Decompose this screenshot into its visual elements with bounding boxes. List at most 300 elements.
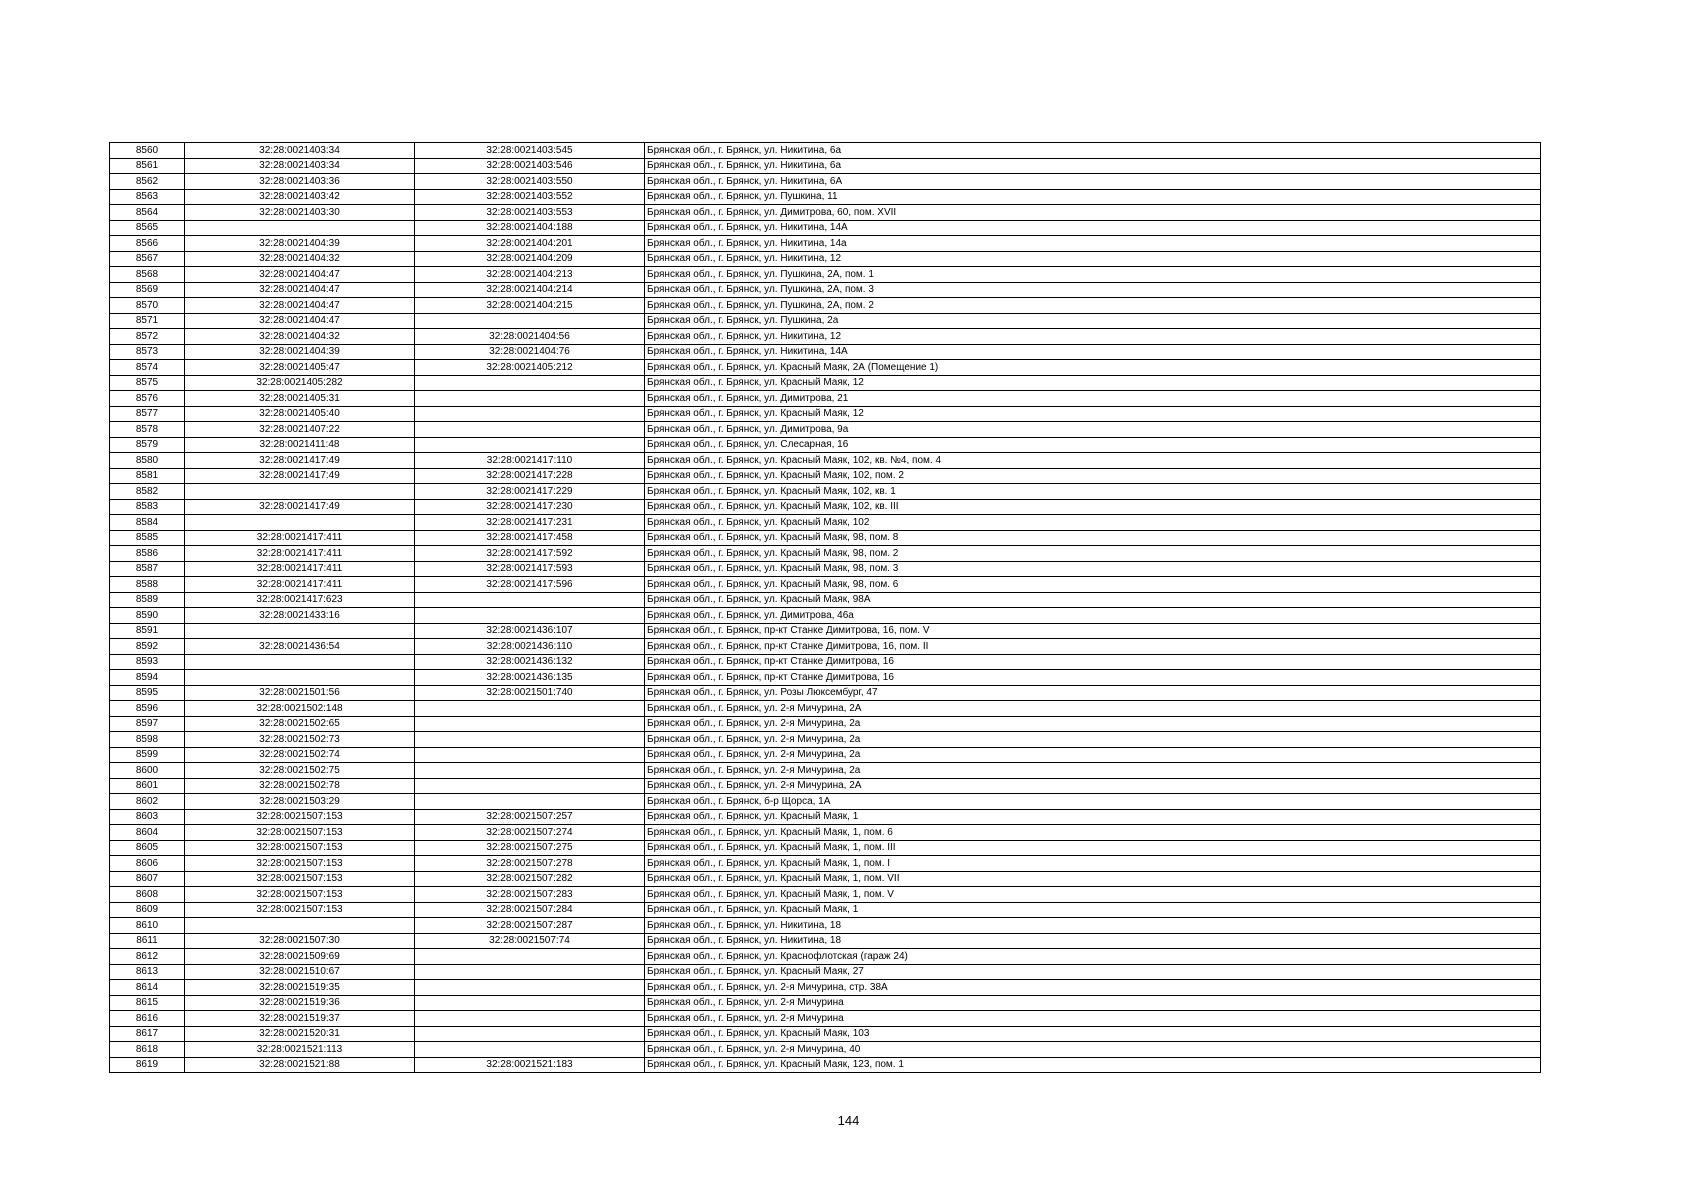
address-cell: Брянская обл., г. Брянск, ул. Никитина, 6А [645,174,1541,190]
address-cell: Брянская обл., г. Брянск, ул. Пушкина, 2А, пом. 3 [645,282,1541,298]
table-row [110,437,1541,453]
table-row [110,964,1541,980]
table-row [110,251,1541,267]
address-cell: Брянская обл., г. Брянск, ул. Красный Маяк, 1, пом. III [645,840,1541,856]
object-cadastral-number-cell [415,964,645,980]
parcel-cadastral-number-cell: 32:28:0021404:32 [185,329,415,345]
parcel-cadastral-number-cell: 32:28:0021519:35 [185,980,415,996]
table-row [110,1011,1541,1027]
object-cadastral-number-cell: 32:28:0021417:230 [415,499,645,515]
table-row [110,980,1541,996]
parcel-cadastral-number-cell: 32:28:0021403:30 [185,205,415,221]
row-number-cell: 8567 [110,251,185,267]
object-cadastral-number-cell [415,763,645,779]
address-cell: Брянская обл., г. Брянск, ул. 2-я Мичурина [645,1011,1541,1027]
table-row [110,1042,1541,1058]
row-number-cell: 8608 [110,887,185,903]
object-cadastral-number-cell: 32:28:0021405:212 [415,360,645,376]
row-number-cell: 8611 [110,933,185,949]
object-cadastral-number-cell: 32:28:0021417:229 [415,484,645,500]
table-row [110,763,1541,779]
row-number-cell: 8606 [110,856,185,872]
page-number: 144 [837,1113,860,1128]
object-cadastral-number-cell [415,995,645,1011]
object-cadastral-number-cell: 32:28:0021417:593 [415,561,645,577]
row-number-cell: 8566 [110,236,185,252]
address-cell: Брянская обл., г. Брянск, ул. Димитрова, 21 [645,391,1541,407]
register-table-body [110,143,1541,1073]
table-row [110,809,1541,825]
address-cell: Брянская обл., г. Брянск, ул. 2-я Мичурина, 2А [645,778,1541,794]
row-number-cell: 8592 [110,639,185,655]
table-row [110,887,1541,903]
object-cadastral-number-cell [415,422,645,438]
row-number-cell: 8599 [110,747,185,763]
object-cadastral-number-cell [415,778,645,794]
row-number-cell: 8610 [110,918,185,934]
row-number-cell: 8609 [110,902,185,918]
table-row [110,375,1541,391]
object-cadastral-number-cell: 32:28:0021507:284 [415,902,645,918]
row-number-cell: 8587 [110,561,185,577]
row-number-cell: 8594 [110,670,185,686]
object-cadastral-number-cell: 32:28:0021404:201 [415,236,645,252]
address-cell: Брянская обл., г. Брянск, ул. Красный Маяк, 98, пом. 3 [645,561,1541,577]
table-row [110,577,1541,593]
row-number-cell: 8579 [110,437,185,453]
address-cell: Брянская обл., г. Брянск, ул. Красный Маяк, 1, пом. I [645,856,1541,872]
table-row [110,639,1541,655]
object-cadastral-number-cell [415,437,645,453]
table-row [110,608,1541,624]
parcel-cadastral-number-cell: 32:28:0021405:40 [185,406,415,422]
address-cell: Брянская обл., г. Брянск, б-р Щорса, 1А [645,794,1541,810]
row-number-cell: 8607 [110,871,185,887]
object-cadastral-number-cell: 32:28:0021436:132 [415,654,645,670]
parcel-cadastral-number-cell: 32:28:0021507:153 [185,871,415,887]
object-cadastral-number-cell [415,313,645,329]
parcel-cadastral-number-cell [185,515,415,531]
parcel-cadastral-number-cell [185,670,415,686]
object-cadastral-number-cell: 32:28:0021417:228 [415,468,645,484]
address-cell: Брянская обл., г. Брянск, ул. Красный Маяк, 1, пом. 6 [645,825,1541,841]
row-number-cell: 8616 [110,1011,185,1027]
parcel-cadastral-number-cell: 32:28:0021404:47 [185,298,415,314]
object-cadastral-number-cell [415,747,645,763]
parcel-cadastral-number-cell: 32:28:0021510:67 [185,964,415,980]
row-number-cell: 8614 [110,980,185,996]
table-row [110,871,1541,887]
parcel-cadastral-number-cell: 32:28:0021521:88 [185,1057,415,1073]
row-number-cell: 8572 [110,329,185,345]
address-cell: Брянская обл., г. Брянск, ул. Красный Маяк, 98А [645,592,1541,608]
object-cadastral-number-cell: 32:28:0021403:545 [415,143,645,159]
parcel-cadastral-number-cell: 32:28:0021407:22 [185,422,415,438]
object-cadastral-number-cell: 32:28:0021507:74 [415,933,645,949]
row-number-cell: 8593 [110,654,185,670]
row-number-cell: 8577 [110,406,185,422]
object-cadastral-number-cell: 32:28:0021404:209 [415,251,645,267]
parcel-cadastral-number-cell: 32:28:0021519:37 [185,1011,415,1027]
object-cadastral-number-cell [415,1011,645,1027]
object-cadastral-number-cell: 32:28:0021404:214 [415,282,645,298]
table-row [110,825,1541,841]
row-number-cell: 8604 [110,825,185,841]
address-cell: Брянская обл., г. Брянск, ул. Слесарная, 16 [645,437,1541,453]
table-row [110,298,1541,314]
parcel-cadastral-number-cell [185,918,415,934]
object-cadastral-number-cell: 32:28:0021403:550 [415,174,645,190]
address-cell: Брянская обл., г. Брянск, ул. 2-я Мичурина, стр. 38А [645,980,1541,996]
row-number-cell: 8586 [110,546,185,562]
address-cell: Брянская обл., г. Брянск, ул. Красный Маяк, 102, кв. III [645,499,1541,515]
object-cadastral-number-cell [415,949,645,965]
table-row [110,856,1541,872]
address-cell: Брянская обл., г. Брянск, ул. Димитрова, 46а [645,608,1541,624]
parcel-cadastral-number-cell: 32:28:0021404:47 [185,282,415,298]
row-number-cell: 8615 [110,995,185,1011]
row-number-cell: 8600 [110,763,185,779]
address-cell: Брянская обл., г. Брянск, ул. 2-я Мичурина, 2а [645,763,1541,779]
address-cell: Брянская обл., г. Брянск, ул. Красный Маяк, 98, пом. 2 [645,546,1541,562]
parcel-cadastral-number-cell: 32:28:0021403:34 [185,143,415,159]
address-cell: Брянская обл., г. Брянск, ул. Красный Маяк, 27 [645,964,1541,980]
table-row [110,995,1541,1011]
object-cadastral-number-cell: 32:28:0021403:553 [415,205,645,221]
parcel-cadastral-number-cell: 32:28:0021507:153 [185,840,415,856]
row-number-cell: 8578 [110,422,185,438]
parcel-cadastral-number-cell: 32:28:0021403:42 [185,189,415,205]
row-number-cell: 8618 [110,1042,185,1058]
table-row [110,949,1541,965]
object-cadastral-number-cell [415,716,645,732]
parcel-cadastral-number-cell: 32:28:0021417:411 [185,577,415,593]
address-cell: Брянская обл., г. Брянск, ул. Красный Маяк, 102, пом. 2 [645,468,1541,484]
address-cell: Брянская обл., г. Брянск, ул. 2-я Мичурина, 2а [645,716,1541,732]
table-row [110,189,1541,205]
object-cadastral-number-cell: 32:28:0021507:275 [415,840,645,856]
address-cell: Брянская обл., г. Брянск, ул. Краснофлотская (гараж 24) [645,949,1541,965]
object-cadastral-number-cell: 32:28:0021404:215 [415,298,645,314]
object-cadastral-number-cell: 32:28:0021404:76 [415,344,645,360]
parcel-cadastral-number-cell: 32:28:0021507:153 [185,825,415,841]
table-row [110,530,1541,546]
address-cell: Брянская обл., г. Брянск, ул. Красный Маяк, 98, пом. 8 [645,530,1541,546]
row-number-cell: 8584 [110,515,185,531]
row-number-cell: 8603 [110,809,185,825]
parcel-cadastral-number-cell: 32:28:0021404:47 [185,267,415,283]
object-cadastral-number-cell: 32:28:0021403:546 [415,158,645,174]
row-number-cell: 8583 [110,499,185,515]
address-cell: Брянская обл., г. Брянск, ул. Никитина, 14а [645,236,1541,252]
row-number-cell: 8591 [110,623,185,639]
row-number-cell: 8569 [110,282,185,298]
table-row [110,592,1541,608]
address-cell: Брянская обл., г. Брянск, ул. Никитина, 18 [645,918,1541,934]
address-cell: Брянская обл., г. Брянск, ул. 2-я Мичурина, 2А [645,701,1541,717]
row-number-cell: 8574 [110,360,185,376]
parcel-cadastral-number-cell: 32:28:0021519:36 [185,995,415,1011]
address-cell: Брянская обл., г. Брянск, ул. 2-я Мичурина [645,995,1541,1011]
table-row [110,918,1541,934]
table-row [110,158,1541,174]
table-row [110,453,1541,469]
table-row [110,933,1541,949]
table-row [110,623,1541,639]
object-cadastral-number-cell: 32:28:0021436:107 [415,623,645,639]
row-number-cell: 8585 [110,530,185,546]
object-cadastral-number-cell: 32:28:0021507:282 [415,871,645,887]
parcel-cadastral-number-cell: 32:28:0021417:411 [185,530,415,546]
row-number-cell: 8573 [110,344,185,360]
object-cadastral-number-cell: 32:28:0021417:231 [415,515,645,531]
parcel-cadastral-number-cell: 32:28:0021417:49 [185,453,415,469]
row-number-cell: 8564 [110,205,185,221]
object-cadastral-number-cell [415,406,645,422]
address-cell: Брянская обл., г. Брянск, ул. Красный Маяк, 1 [645,809,1541,825]
parcel-cadastral-number-cell: 32:28:0021502:78 [185,778,415,794]
table-row [110,205,1541,221]
parcel-cadastral-number-cell: 32:28:0021405:47 [185,360,415,376]
address-cell: Брянская обл., г. Брянск, ул. Красный Маяк, 123, пом. 1 [645,1057,1541,1073]
row-number-cell: 8565 [110,220,185,236]
row-number-cell: 8571 [110,313,185,329]
parcel-cadastral-number-cell: 32:28:0021507:153 [185,856,415,872]
address-cell: Брянская обл., г. Брянск, ул. Красный Маяк, 102 [645,515,1541,531]
address-cell: Брянская обл., г. Брянск, ул. 2-я Мичурина, 2а [645,732,1541,748]
address-cell: Брянская обл., г. Брянск, ул. 2-я Мичурина, 40 [645,1042,1541,1058]
parcel-cadastral-number-cell: 32:28:0021403:36 [185,174,415,190]
row-number-cell: 8598 [110,732,185,748]
address-cell: Брянская обл., г. Брянск, ул. Никитина, 12 [645,329,1541,345]
row-number-cell: 8576 [110,391,185,407]
table-row [110,313,1541,329]
table-row [110,267,1541,283]
row-number-cell: 8589 [110,592,185,608]
row-number-cell: 8590 [110,608,185,624]
object-cadastral-number-cell [415,391,645,407]
table-row [110,902,1541,918]
row-number-cell: 8601 [110,778,185,794]
address-cell: Брянская обл., г. Брянск, ул. 2-я Мичурина, 2а [645,747,1541,763]
object-cadastral-number-cell: 32:28:0021417:592 [415,546,645,562]
object-cadastral-number-cell [415,701,645,717]
row-number-cell: 8619 [110,1057,185,1073]
object-cadastral-number-cell [415,1026,645,1042]
address-cell: Брянская обл., г. Брянск, пр-кт Станке Димитрова, 16 [645,654,1541,670]
object-cadastral-number-cell: 32:28:0021507:283 [415,887,645,903]
table-row [110,499,1541,515]
table-row [110,422,1541,438]
address-cell: Брянская обл., г. Брянск, пр-кт Станке Димитрова, 16 [645,670,1541,686]
table-row [110,282,1541,298]
object-cadastral-number-cell: 32:28:0021507:278 [415,856,645,872]
table-row [110,778,1541,794]
parcel-cadastral-number-cell: 32:28:0021507:30 [185,933,415,949]
parcel-cadastral-number-cell: 32:28:0021403:34 [185,158,415,174]
row-number-cell: 8575 [110,375,185,391]
address-cell: Брянская обл., г. Брянск, ул. Никитина, 14А [645,220,1541,236]
table-row [110,143,1541,159]
address-cell: Брянская обл., г. Брянск, ул. Никитина, 12 [645,251,1541,267]
address-cell: Брянская обл., г. Брянск, ул. Красный Маяк, 102, кв. 1 [645,484,1541,500]
parcel-cadastral-number-cell: 32:28:0021509:69 [185,949,415,965]
parcel-cadastral-number-cell: 32:28:0021507:153 [185,902,415,918]
parcel-cadastral-number-cell: 32:28:0021404:32 [185,251,415,267]
table-row [110,329,1541,345]
table-row [110,732,1541,748]
address-cell: Брянская обл., г. Брянск, ул. Пушкина, 2А, пом. 2 [645,298,1541,314]
object-cadastral-number-cell: 32:28:0021403:552 [415,189,645,205]
address-cell: Брянская обл., г. Брянск, ул. Красный Маяк, 1, пом. VII [645,871,1541,887]
parcel-cadastral-number-cell: 32:28:0021520:31 [185,1026,415,1042]
address-cell: Брянская обл., г. Брянск, ул. Розы Люксембург, 47 [645,685,1541,701]
object-cadastral-number-cell [415,592,645,608]
parcel-cadastral-number-cell: 32:28:0021507:153 [185,809,415,825]
address-cell: Брянская обл., г. Брянск, ул. Пушкина, 2а [645,313,1541,329]
row-number-cell: 8568 [110,267,185,283]
row-number-cell: 8612 [110,949,185,965]
row-number-cell: 8605 [110,840,185,856]
row-number-cell: 8582 [110,484,185,500]
object-cadastral-number-cell: 32:28:0021417:110 [415,453,645,469]
address-cell: Брянская обл., г. Брянск, ул. Красный Маяк, 102, кв. №4, пом. 4 [645,453,1541,469]
row-number-cell: 8580 [110,453,185,469]
object-cadastral-number-cell: 32:28:0021507:257 [415,809,645,825]
table-row [110,716,1541,732]
row-number-cell: 8617 [110,1026,185,1042]
row-number-cell: 8560 [110,143,185,159]
parcel-cadastral-number-cell: 32:28:0021411:48 [185,437,415,453]
object-cadastral-number-cell: 32:28:0021417:458 [415,530,645,546]
address-cell: Брянская обл., г. Брянск, ул. Никитина, 18 [645,933,1541,949]
object-cadastral-number-cell [415,1042,645,1058]
table-row [110,701,1541,717]
parcel-cadastral-number-cell: 32:28:0021433:16 [185,608,415,624]
object-cadastral-number-cell: 32:28:0021404:188 [415,220,645,236]
row-number-cell: 8595 [110,685,185,701]
address-cell: Брянская обл., г. Брянск, ул. Пушкина, 2А, пом. 1 [645,267,1541,283]
parcel-cadastral-number-cell: 32:28:0021502:73 [185,732,415,748]
table-row [110,391,1541,407]
parcel-cadastral-number-cell: 32:28:0021404:39 [185,236,415,252]
parcel-cadastral-number-cell: 32:28:0021521:113 [185,1042,415,1058]
table-row [110,360,1541,376]
address-cell: Брянская обл., г. Брянск, ул. Красный Маяк, 1, пом. V [645,887,1541,903]
table-row [110,406,1541,422]
parcel-cadastral-number-cell: 32:28:0021417:49 [185,499,415,515]
object-cadastral-number-cell: 32:28:0021501:740 [415,685,645,701]
table-row [110,546,1541,562]
address-cell: Брянская обл., г. Брянск, ул. Красный Маяк, 103 [645,1026,1541,1042]
address-cell: Брянская обл., г. Брянск, пр-кт Станке Димитрова, 16, пом. II [645,639,1541,655]
address-cell: Брянская обл., г. Брянск, ул. Красный Маяк, 98, пом. 6 [645,577,1541,593]
parcel-cadastral-number-cell: 32:28:0021507:153 [185,887,415,903]
address-cell: Брянская обл., г. Брянск, ул. Красный Маяк, 2А (Помещение 1) [645,360,1541,376]
row-number-cell: 8597 [110,716,185,732]
object-cadastral-number-cell: 32:28:0021417:596 [415,577,645,593]
table-row [110,1026,1541,1042]
table-row [110,840,1541,856]
address-cell: Брянская обл., г. Брянск, пр-кт Станке Димитрова, 16, пом. V [645,623,1541,639]
row-number-cell: 8596 [110,701,185,717]
object-cadastral-number-cell: 32:28:0021507:274 [415,825,645,841]
row-number-cell: 8570 [110,298,185,314]
address-cell: Брянская обл., г. Брянск, ул. Димитрова, 60, пом. XVII [645,205,1541,221]
parcel-cadastral-number-cell [185,220,415,236]
table-row [110,561,1541,577]
table-row [110,1057,1541,1073]
object-cadastral-number-cell [415,794,645,810]
row-number-cell: 8581 [110,468,185,484]
parcel-cadastral-number-cell: 32:28:0021436:54 [185,639,415,655]
parcel-cadastral-number-cell: 32:28:0021404:39 [185,344,415,360]
parcel-cadastral-number-cell: 32:28:0021405:282 [185,375,415,391]
address-cell: Брянская обл., г. Брянск, ул. Никитина, 6а [645,143,1541,159]
table-row [110,484,1541,500]
object-cadastral-number-cell: 32:28:0021507:287 [415,918,645,934]
register-table [109,142,1541,1073]
object-cadastral-number-cell [415,980,645,996]
parcel-cadastral-number-cell [185,623,415,639]
parcel-cadastral-number-cell: 32:28:0021417:49 [185,468,415,484]
parcel-cadastral-number-cell: 32:28:0021503:29 [185,794,415,810]
object-cadastral-number-cell: 32:28:0021436:135 [415,670,645,686]
table-row [110,685,1541,701]
parcel-cadastral-number-cell: 32:28:0021417:411 [185,561,415,577]
row-number-cell: 8563 [110,189,185,205]
address-cell: Брянская обл., г. Брянск, ул. Никитина, 14А [645,344,1541,360]
object-cadastral-number-cell [415,608,645,624]
object-cadastral-number-cell: 32:28:0021521:183 [415,1057,645,1073]
row-number-cell: 8561 [110,158,185,174]
object-cadastral-number-cell [415,732,645,748]
row-number-cell: 8602 [110,794,185,810]
table-row [110,174,1541,190]
address-cell: Брянская обл., г. Брянск, ул. Красный Маяк, 12 [645,406,1541,422]
table-row [110,747,1541,763]
table-row [110,794,1541,810]
address-cell: Брянская обл., г. Брянск, ул. Красный Маяк, 12 [645,375,1541,391]
parcel-cadastral-number-cell: 32:28:0021501:56 [185,685,415,701]
parcel-cadastral-number-cell: 32:28:0021405:31 [185,391,415,407]
parcel-cadastral-number-cell [185,654,415,670]
parcel-cadastral-number-cell: 32:28:0021404:47 [185,313,415,329]
table-row [110,515,1541,531]
object-cadastral-number-cell: 32:28:0021404:56 [415,329,645,345]
object-cadastral-number-cell: 32:28:0021404:213 [415,267,645,283]
object-cadastral-number-cell: 32:28:0021436:110 [415,639,645,655]
table-row [110,468,1541,484]
table-row [110,220,1541,236]
table-row [110,344,1541,360]
table-row [110,236,1541,252]
row-number-cell: 8613 [110,964,185,980]
parcel-cadastral-number-cell: 32:28:0021502:75 [185,763,415,779]
address-cell: Брянская обл., г. Брянск, ул. Никитина, 6а [645,158,1541,174]
parcel-cadastral-number-cell: 32:28:0021502:74 [185,747,415,763]
table-row [110,670,1541,686]
parcel-cadastral-number-cell: 32:28:0021417:623 [185,592,415,608]
parcel-cadastral-number-cell [185,484,415,500]
parcel-cadastral-number-cell: 32:28:0021502:148 [185,701,415,717]
parcel-cadastral-number-cell: 32:28:0021502:65 [185,716,415,732]
address-cell: Брянская обл., г. Брянск, ул. Димитрова, 9а [645,422,1541,438]
row-number-cell: 8588 [110,577,185,593]
address-cell: Брянская обл., г. Брянск, ул. Пушкина, 11 [645,189,1541,205]
address-cell: Брянская обл., г. Брянск, ул. Красный Маяк, 1 [645,902,1541,918]
table-row [110,654,1541,670]
